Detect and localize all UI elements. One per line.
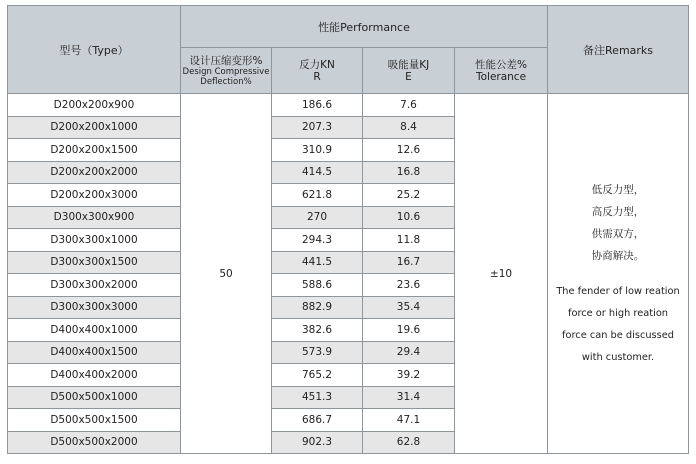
table-row xyxy=(8,94,689,117)
type-cell: D300x300x900 xyxy=(8,206,181,229)
type-cell: D500x500x1000 xyxy=(8,386,181,409)
remarks-line: force can be discussed xyxy=(562,329,674,341)
energy-header-line-2: E xyxy=(405,70,412,83)
reaction-cell: 270 xyxy=(272,206,363,229)
reaction-cell: 573.9 xyxy=(272,341,363,364)
energy-cell: 25.2 xyxy=(363,184,455,207)
energy-cell: 62.8 xyxy=(363,431,455,454)
remarks-cell xyxy=(548,94,689,454)
reaction-header xyxy=(272,48,363,94)
type-cell: D400x400x1500 xyxy=(8,341,181,364)
energy-cell: 47.1 xyxy=(363,409,455,432)
type-cell: D200x200x1000 xyxy=(8,116,181,139)
type-cell: D200x200x3000 xyxy=(8,184,181,207)
reaction-cell: 588.6 xyxy=(272,274,363,297)
energy-cell: 39.2 xyxy=(363,364,455,387)
deflection-header xyxy=(181,48,272,94)
remarks-line: 协商解决。 xyxy=(591,249,645,262)
energy-cell: 23.6 xyxy=(363,274,455,297)
type-cell: D200x200x1500 xyxy=(8,139,181,162)
remarks-line: with customer. xyxy=(581,351,655,363)
reaction-cell: 902.3 xyxy=(272,431,363,454)
reaction-cell: 765.2 xyxy=(272,364,363,387)
reaction-cell: 621.8 xyxy=(272,184,363,207)
type-cell: D400x400x2000 xyxy=(8,364,181,387)
reaction-cell: 186.6 xyxy=(272,94,363,117)
reaction-cell: 310.9 xyxy=(272,139,363,162)
reaction-header-line-2: R xyxy=(313,70,321,83)
deflection-header-zh: 设计压缩变形% xyxy=(189,54,263,67)
deflection-header-en-1: Design Compressive xyxy=(182,66,270,77)
type-cell: D500x500x2000 xyxy=(8,431,181,454)
type-cell: D300x300x1500 xyxy=(8,251,181,274)
reaction-cell: 207.3 xyxy=(272,116,363,139)
reaction-cell: 882.9 xyxy=(272,296,363,319)
energy-cell: 10.6 xyxy=(363,206,455,229)
table-header xyxy=(8,6,689,94)
type-header: 型号（Type） xyxy=(8,6,181,94)
energy-cell: 11.8 xyxy=(363,229,455,252)
remarks-header: 备注Remarks xyxy=(548,6,689,94)
reaction-cell: 441.5 xyxy=(272,251,363,274)
energy-cell: 31.4 xyxy=(363,386,455,409)
type-cell: D300x300x3000 xyxy=(8,296,181,319)
reaction-cell: 382.6 xyxy=(272,319,363,342)
energy-cell: 35.4 xyxy=(363,296,455,319)
type-cell: D300x300x1000 xyxy=(8,229,181,252)
reaction-cell: 686.7 xyxy=(272,409,363,432)
type-cell: D200x200x900 xyxy=(8,94,181,117)
energy-cell: 16.8 xyxy=(363,161,455,184)
energy-cell: 12.6 xyxy=(363,139,455,162)
table-body xyxy=(8,94,689,454)
energy-cell: 7.6 xyxy=(363,94,455,117)
performance-header: 性能Performance xyxy=(181,6,548,48)
energy-cell: 8.4 xyxy=(363,116,455,139)
reaction-header-line-1: 反力KN xyxy=(299,58,335,71)
reaction-cell: 451.3 xyxy=(272,386,363,409)
reaction-cell: 294.3 xyxy=(272,229,363,252)
remarks-line: 高反力型， xyxy=(591,205,645,218)
remarks-line: The fender of low reation xyxy=(556,285,680,297)
tolerance-value-cell: ±10 xyxy=(455,94,548,454)
tolerance-header-line-1: 性能公差% xyxy=(475,58,527,71)
energy-header xyxy=(363,48,455,94)
deflection-header-en-2: Deflection% xyxy=(200,76,252,87)
type-cell: D300x300x2000 xyxy=(8,274,181,297)
spec-table-container xyxy=(7,5,688,461)
type-cell: D400x400x1000 xyxy=(8,319,181,342)
remarks-line: 供需双方， xyxy=(591,227,645,240)
deflection-value-cell: 50 xyxy=(181,94,272,454)
tolerance-header-line-2: Tolerance xyxy=(475,70,527,83)
energy-cell: 19.6 xyxy=(363,319,455,342)
reaction-cell: 414.5 xyxy=(272,161,363,184)
energy-header-line-1: 吸能量KJ xyxy=(387,58,430,71)
type-cell: D200x200x2000 xyxy=(8,161,181,184)
energy-cell: 29.4 xyxy=(363,341,455,364)
remarks-line: force or high reation xyxy=(568,307,669,319)
tolerance-header xyxy=(455,48,548,94)
type-cell: D500x500x1500 xyxy=(8,409,181,432)
energy-cell: 16.7 xyxy=(363,251,455,274)
remarks-line: 低反力型， xyxy=(591,183,645,196)
fender-spec-table xyxy=(7,5,689,454)
